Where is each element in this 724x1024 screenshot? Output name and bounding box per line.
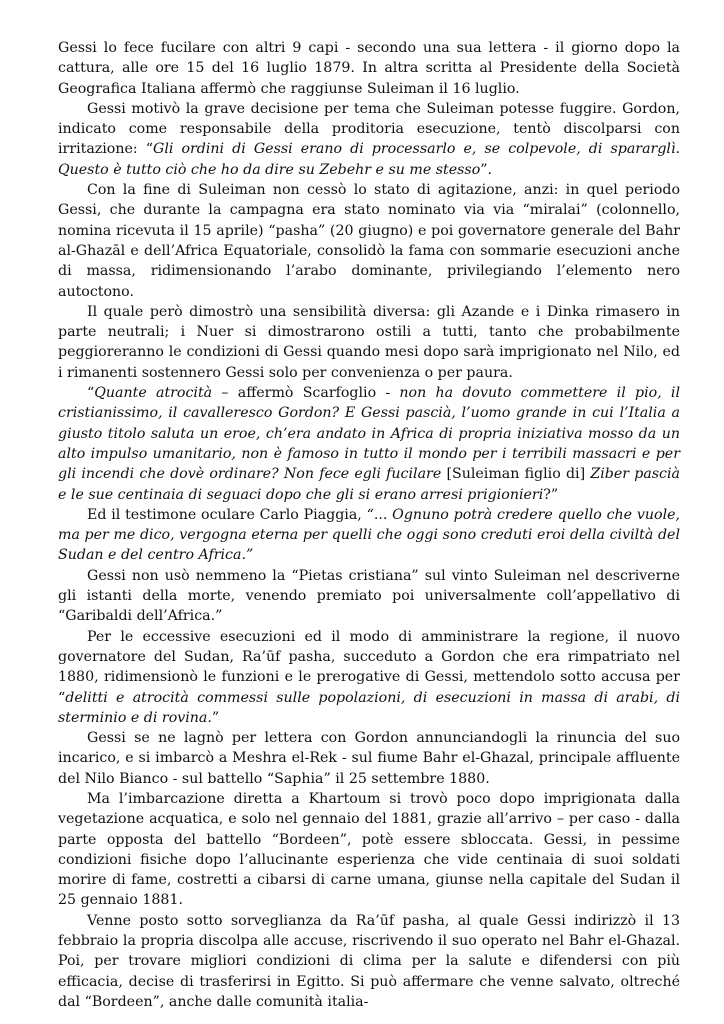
paragraph	[58, 728, 680, 789]
paragraph	[58, 383, 680, 505]
text-run: Il quale però dimostrò una sensibilità diversa: gli Azande e i Dinka rimasero in parte neutrali; i Nuer si dimostrarono ostili a tutti, tanto che probabilmente peggioreranno le condizioni di Gessi quando mesi dopo sarà imprigionato nel Nilo, ed i rimanenti sostennero Gessi solo per convenienza o per paura.	[58, 303, 680, 381]
italic-text-run: Ziber pascià e le sue centinaia di seguaci dopo che gli si erano arresi prigionieri	[58, 466, 680, 503]
text-run: “	[87, 385, 95, 402]
paragraph	[58, 99, 680, 180]
paragraph	[58, 911, 680, 1012]
document-page	[58, 38, 680, 1012]
paragraph	[58, 38, 680, 99]
text-run: Gessi non usò nemmeno la “Pietas cristiana” sul vinto Suleiman nel descriverne gli istanti della morte, venendo premiato poi universalmente coll’appellativo di “Garibaldi dell’Africa.”	[58, 567, 680, 625]
italic-text-run: Gli ordini di Gessi erano di processarlo e, se colpevole, di spararglì. Questo è tutto ciò che ho da dire su Zebehr e su me stesso	[58, 141, 680, 178]
paragraph	[58, 302, 680, 383]
italic-text-run: “... Ognuno potrà credere quello che vuole, ma per me dico, vergogna eterna per quelli che oggi sono creduti eroi della civiltà del Sudan e del centro Africa.”	[58, 506, 681, 564]
italic-text-run: delitti e atrocità commessi sulle popolazioni, di esecuzioni in massa di arabi, di sterminio e di rovina.	[58, 689, 680, 726]
paragraph	[58, 627, 680, 728]
text-run: – affermò Scarfoglio -	[212, 385, 400, 402]
text-run: Gessi se ne lagnò per lettera con Gordon annunciandogli la rinuncia del suo incarico, e si imbarcò a Meshra el-Rek - sul fiume Bahr el-Ghazal, principale affluente del Nilo Bianco - sul battello “Saphia” il 25 settembre 1880.	[58, 730, 680, 787]
text-run: ?”	[543, 486, 559, 503]
text-run: ”	[211, 709, 220, 726]
text-run: Venne posto sotto sorveglianza da Ra’ūf pasha, al quale Gessi indirizzò il 13 febbraio la propria discolpa alle accuse, riscrivendo il suo operato nel Bahr el-Ghazal. Poi, per trovare migliori condizioni di clima per la salute e difendersi con più efficacia, decise di trasferirsi in Egitto. Si può affermare che venne salvato, oltreché dal “Bordeen”, anche dalle comunità italia-	[58, 912, 680, 1010]
text-run: Per le eccessive esecuzioni ed il modo di amministrare la regione, il nuovo governatore del Sudan, Ra’ūf pasha, succeduto a Gordon che era rimpatriato nel 1880, ridimensionò le funzioni e le prerogative di Gessi, mettendolo sotto accusa per “	[58, 628, 680, 706]
italic-text-run: non ha dovuto commettere il pio, il cristianissimo, il cavalleresco Gordon? E Gessi pascià, l’uomo grande in cui l’Italia a giusto titolo saluta un eroe, ch’era andato in Africa di propria iniziativa mosso da un alto impulso umanitario, non è famoso in tutto il mondo per i terribili massacri e per gli incendi che dovè ordinare? Non fece egli fucilare	[58, 385, 680, 483]
text-run: [Suleiman figlio di]	[441, 466, 591, 483]
italic-text-run: Quante atrocità	[94, 385, 213, 402]
text-run: Gessi lo fece fucilare con altri 9 capi - secondo una sua lettera - il giorno dopo la cattura, alle ore 15 del 16 luglio 1879. In altra scritta al Presidente della Società Geografica Italiana affermò che raggiunse Suleiman il 16 luglio.	[58, 40, 680, 97]
paragraph	[58, 180, 680, 302]
paragraph	[58, 505, 680, 566]
text-run: ”.	[480, 161, 492, 178]
text-run: Gessi motivò la grave decisione per tema che Suleiman potesse fuggire. Gordon, indicato come responsabile della proditoria esecuzione, tentò discolparsi con irritazione: “	[58, 100, 680, 158]
text-run: Ma l’imbarcazione diretta a Khartoum si trovò poco dopo imprigionata dalla vegetazione acquatica, e solo nel gennaio del 1881, grazie all’arrivo – per caso - dalla parte opposta del battello “Bordeen”, potè essere sbloccata. Gessi, in pessime condizioni fisiche dopo l’allucinante esperienza che vide centinaia di suoi soldati morire di fame, costretti a cibarsi di carne umana, giunse nella capitale del Sudan il 25 gennaio 1881.	[58, 790, 680, 909]
text-run: Ed il testimone oculare Carlo Piaggia,	[87, 506, 367, 523]
paragraph	[58, 789, 680, 911]
text-run: Con la fine di Suleiman non cessò lo stato di agitazione, anzi: in quel periodo Gessi, che durante la campagna era stato nominato via via “miralai” (colonnello, nomina ricevuta il 15 aprile) “pasha” (20 giugno) e poi governatore generale del Bahr al-Ghazāl e dell’Africa Equatoriale, consolidò la fama con sommarie esecuzioni anche di massa, ridimensionando l’arabo dominante, privilegiando l’elemento nero autoctono.	[58, 182, 680, 300]
paragraph	[58, 566, 680, 627]
